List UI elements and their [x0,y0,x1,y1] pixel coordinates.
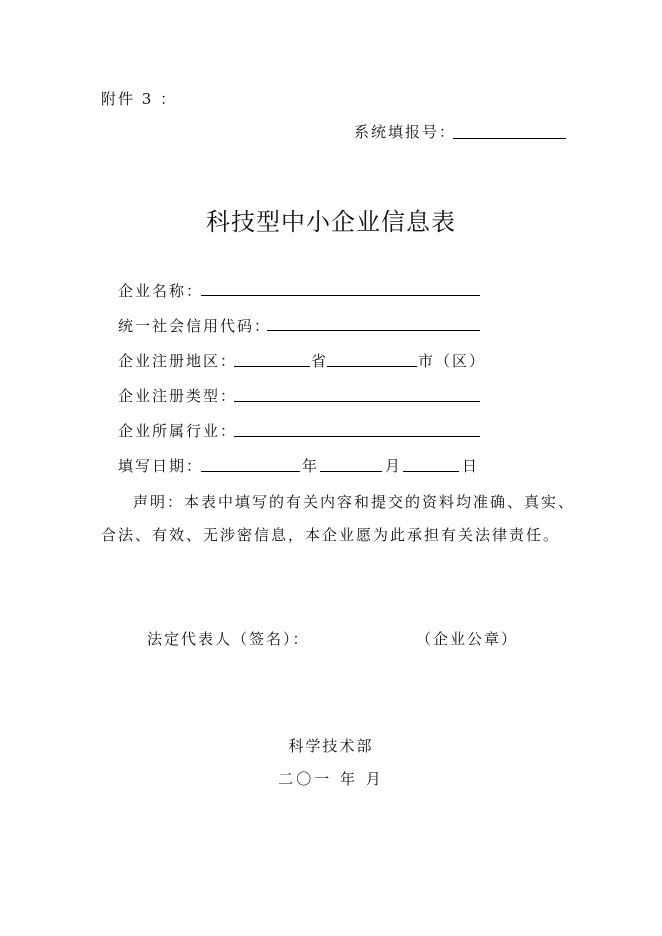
company-name-label: 企业名称： [118,282,204,300]
day-field[interactable] [403,471,459,472]
month-label: 月 [385,457,403,475]
attachment-label: 附件 3 ： [101,90,178,108]
reg-type-label: 企业注册类型： [118,387,238,405]
region-label: 企业注册地区： [118,352,238,370]
footer-date: 二〇一 年 月 [278,770,384,788]
credit-code-label: 统一社会信用代码： [118,317,272,335]
city-field[interactable] [327,366,417,367]
ministry-name: 科学技术部 [288,737,374,755]
serial-number-field[interactable] [453,138,566,139]
date-label: 填写日期： [118,457,204,475]
declaration-line-2: 合法、有效、无涉密信息，本企业愿为此承担有关法律责任。 [101,526,561,544]
industry-field[interactable] [234,436,480,437]
legal-representative-label: 法定代表人（签名）： [147,630,310,648]
company-name-field[interactable] [201,295,480,296]
credit-code-field[interactable] [267,330,480,331]
year-field[interactable] [201,471,300,472]
declaration-line-1: 声明：本表中填写的有关内容和提交的资料均准确、真实、 [133,493,576,511]
year-label: 年 [302,457,320,475]
page-title: 科技型中小企业信息表 [206,208,456,236]
month-field[interactable] [320,471,382,472]
company-seal-label: （企业公章） [416,630,519,648]
reg-type-field[interactable] [234,401,480,402]
province-field[interactable] [234,366,310,367]
day-label: 日 [462,457,480,475]
serial-number-label: 系统填报号： [354,123,457,141]
city-label: 市（区） [418,352,487,370]
industry-label: 企业所属行业： [118,422,238,440]
province-label: 省 [311,352,329,370]
